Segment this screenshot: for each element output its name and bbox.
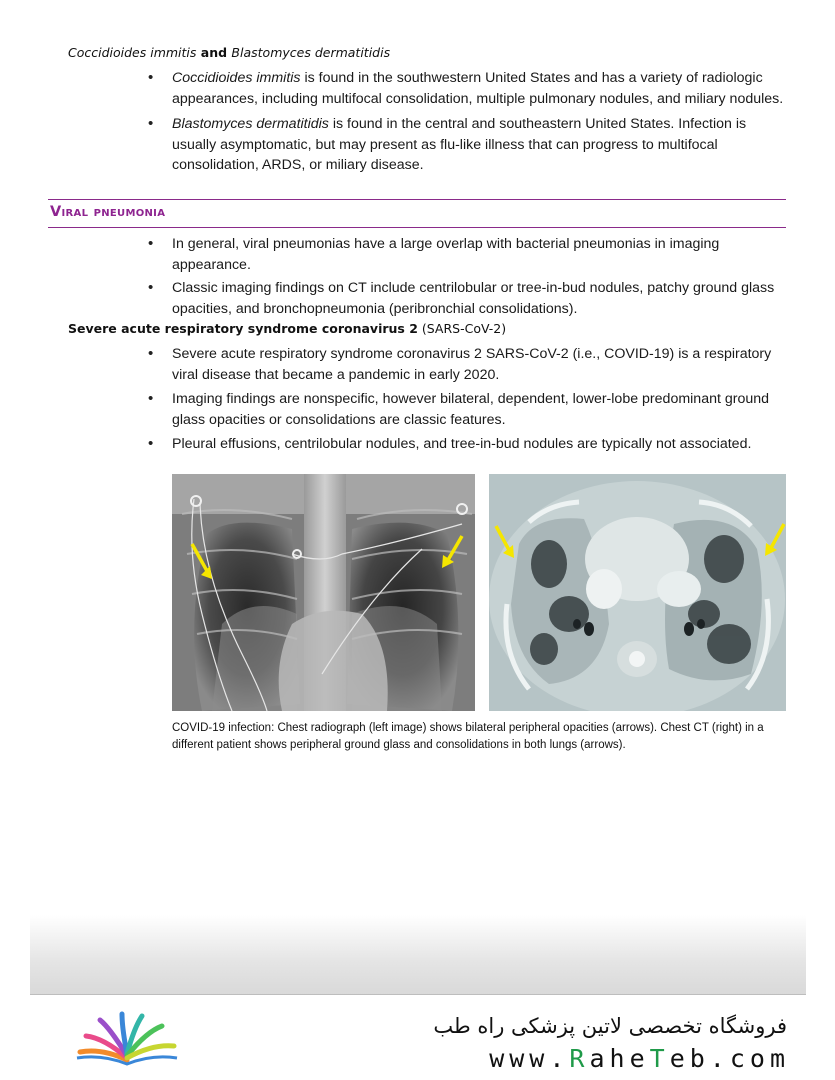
figure-caption: COVID-19 infection: Chest radiograph (left image) shows bilateral peripheral opacities (arrows). Chest CT (right) in a different patient shows peripheral ground glass and consolidations in both lungs (arrows). xyxy=(172,722,764,751)
store-name: فروشگاه تخصصی لاتین پزشکی راه طب xyxy=(433,1014,787,1038)
list-item: • Coccidioides immitis is found in the southwestern United States and has a variety of radiologic appearances, including multifocal consolidation, multiple pulmonary nodules, and miliary nodules. xyxy=(148,68,788,109)
chest-radiograph-icon xyxy=(172,474,475,711)
website-url[interactable]: www.RaheTeb.com xyxy=(489,1044,790,1073)
open-book-logo-icon xyxy=(72,1008,182,1068)
chest-ct-icon xyxy=(489,474,786,711)
list-item: • Imaging findings are nonspecific, however bilateral, dependent, lower-lobe predominant ground glass opacities or consolidations are classic features. xyxy=(148,389,788,430)
list-item: • Severe acute respiratory syndrome coronavirus 2 SARS-CoV-2 (i.e., COVID-19) is a respiratory viral disease that became a pandemic in early 2020. xyxy=(148,344,788,385)
fungal-subheading xyxy=(68,45,390,60)
list-item: • In general, viral pneumonias have a large overlap with bacterial pneumonias in imaging appearance. xyxy=(148,234,788,275)
section-bottom-rule xyxy=(48,227,786,228)
subheading-organism-2: Blastomyces dermatitidis xyxy=(231,45,391,60)
chest-radiograph-image xyxy=(172,474,475,711)
section-title: Viral pneumonia xyxy=(50,204,166,220)
footer-shade xyxy=(30,915,806,995)
list-item: • Classic imaging findings on CT include centrilobular or tree-in-bud nodules, patchy ground glass opacities, and bronchopneumonia (peribronchial consolidations). xyxy=(148,278,788,319)
chest-ct-image xyxy=(489,474,786,711)
subheading-organism-1: Coccidioides immitis xyxy=(68,45,197,60)
subheading-and: and xyxy=(196,45,232,60)
section-top-rule xyxy=(48,199,786,200)
footer-divider xyxy=(30,994,806,995)
sars-bullet-list xyxy=(148,344,788,455)
fungal-bullet-list xyxy=(148,68,788,176)
viral-bullet-list xyxy=(148,234,788,319)
list-item: • Pleural effusions, centrilobular nodules, and tree-in-bud nodules are typically not associated. xyxy=(148,434,788,455)
list-item: • Blastomyces dermatitidis is found in the central and southeastern United States. Infection is usually asymptomatic, but may present as flu-like illness that can progress to multifocal consolidation, ARDS, or miliary disease. xyxy=(148,114,788,176)
sars-subheading: Severe acute respiratory syndrome coronavirus 2 (SARS-CoV-2) xyxy=(68,321,507,336)
